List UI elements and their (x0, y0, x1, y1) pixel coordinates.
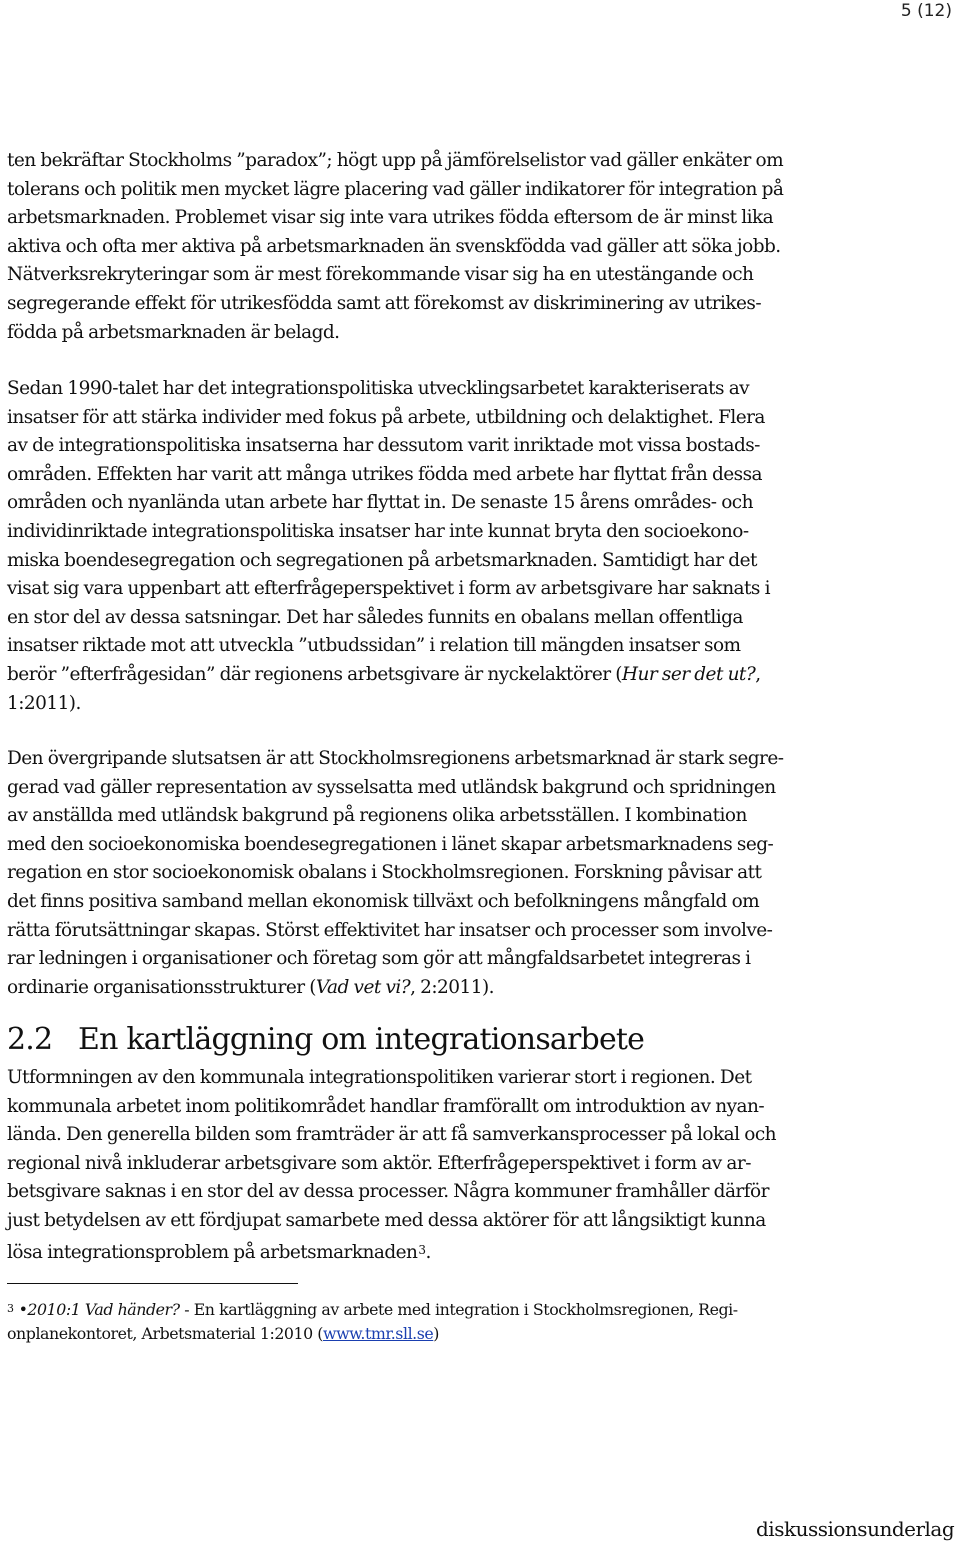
text-line: visat sig vara uppenbart att efterfrågeperspektivet i form av arbetsgivare har saknats i (7, 578, 770, 600)
section-title: En kartläggning om integrationsarbete (78, 1022, 645, 1057)
text-line-with-citation (7, 974, 867, 1003)
text-line: av de integrationspolitiska insatserna har dessutom varit inriktade mot vissa bostads- (7, 435, 760, 457)
text-line: med den socioekonomiska boendesegregationen i länet skapar arbetsmarknadens seg- (7, 833, 774, 855)
text-line: just betydelsen av ett fördjupat samarbete med dessa aktörer för att långsiktigt kunna (7, 1209, 766, 1231)
paragraph-2 (7, 375, 867, 718)
text-line: individinriktade integrationspolitiska insatser har inte kunnat bryta den socioekono- (7, 520, 749, 542)
citation-rest: , 2:2011). (410, 976, 494, 998)
text-line: 1:2011). (7, 692, 81, 714)
text-line: födda på arbetsmarknaden är belagd. (7, 321, 340, 343)
paragraph-1 (7, 147, 867, 347)
footnote-line (7, 1322, 867, 1346)
footnote-divider (7, 1283, 298, 1284)
text-line: en stor del av dessa satsningar. Det har således funnits en obalans mellan offentliga (7, 606, 743, 628)
text-line: det finns positiva samband mellan ekonomisk tillväxt och befolkningens mångfald om (7, 890, 760, 912)
text-line: Utformningen av den kommunala integrationspolitiken varierar stort i regionen. Det (7, 1067, 752, 1088)
footnote-text: - En kartläggning av arbete med integration i Stockholmsregionen, Regi- (179, 1300, 738, 1319)
footnote-link[interactable]: www.tmr.sll.se (323, 1324, 434, 1343)
citation-title: Hur ser det ut? (621, 663, 756, 685)
text-line: lända. Den generella bilden som framträder är att få samverkansprocesser på lokal och (7, 1124, 777, 1146)
text-line: segregerande effekt för utrikesfödda samt att förekomst av diskriminering av utrikes- (7, 292, 762, 314)
section-heading (7, 1020, 644, 1060)
footnote-title: •2010:1 Vad händer? (18, 1300, 180, 1319)
text-line: av anställda med utländsk bakgrund på regionens olika arbetsställen. I kombination (7, 805, 747, 827)
text-line-with-citation (7, 661, 867, 690)
footnote (7, 1297, 867, 1346)
text-line: regation en stor socioekonomisk obalans i Stockholmsregionen. Forskning påvisar att (7, 862, 762, 884)
text-segment: berör ”efterfrågesidan” där regionens arbetsgivare är nyckelaktörer ( (7, 663, 622, 685)
text-line: Nätverksrekryteringar som är mest förekommande visar sig ha en utestängande och (7, 264, 754, 286)
text-line: insatser för att stärka individer med fokus på arbete, utbildning och delaktighet. Flera (7, 406, 765, 428)
text-line: ten bekräftar Stockholms ”paradox”; högt upp på jämförelselistor vad gäller enkäter om (7, 150, 784, 171)
footnote-mark: 3 (7, 1302, 14, 1315)
text-segment: . (425, 1241, 431, 1263)
text-line: Den övergripande slutsatsen är att Stockholmsregionens arbetsmarknad är stark segre- (7, 748, 784, 769)
page-number: 5 (12) (900, 1, 952, 21)
text-segment: ordinarie organisationsstrukturer ( (7, 976, 316, 998)
text-line: rar ledningen i organisationer och företag som gör att mångfaldsarbetet integreras i (7, 948, 751, 970)
text-line: aktiva och ofta mer aktiva på arbetsmarknaden än svenskfödda vad gäller att söka jobb. (7, 235, 781, 257)
footer-label: diskussionsunderlag (756, 1517, 955, 1541)
text-segment: lösa integrationsproblem på arbetsmarknaden (7, 1241, 418, 1263)
text-line: betsgivare saknas i en stor del av dessa processer. Några kommuner framhåller därför (7, 1181, 769, 1203)
citation-title: Vad vet vi? (315, 976, 411, 998)
text-line-with-footnote-ref (7, 1236, 867, 1268)
footnote-line (7, 1297, 867, 1322)
text-line: Sedan 1990-talet har det integrationspolitiska utvecklingsarbetet karakteriserats av (7, 378, 750, 399)
text-line: rätta förutsättningar skapas. Störst effektivitet har insatser och processer som involve- (7, 919, 773, 941)
footnote-text: onplanekontoret, Arbetsmaterial 1:2010 ( (7, 1324, 324, 1343)
paragraph-4 (7, 1064, 867, 1267)
text-line: regional nivå inkluderar arbetsgivare som aktör. Efterfrågeperspektivet i form av ar- (7, 1152, 751, 1174)
text-line: miska boendesegregation och segregationen på arbetsmarknaden. Samtidigt har det (7, 549, 757, 571)
text-line: kommunala arbetet inom politikområdet handlar framförallt om introduktion av nyan- (7, 1095, 765, 1117)
citation-rest: , (755, 663, 761, 685)
footnote-text: ) (433, 1324, 440, 1343)
text-line: gerad vad gäller representation av sysselsatta med utländsk bakgrund och spridningen (7, 776, 776, 798)
text-line: arbetsmarknaden. Problemet visar sig inte vara utrikes födda eftersom de är minst lika (7, 207, 774, 229)
section-number: 2.2 (7, 1022, 53, 1057)
text-line: områden. Effekten har varit att många utrikes födda med arbete har flyttat från dessa (7, 463, 763, 485)
text-line: områden och nyanlända utan arbete har flyttat in. De senaste 15 årens områdes- och (7, 492, 753, 514)
footnote-reference[interactable]: 3 (418, 1242, 426, 1257)
text-line: tolerans och politik men mycket lägre placering vad gäller indikatorer för integration på (7, 178, 784, 200)
paragraph-3 (7, 745, 867, 1002)
text-line: insatser riktade mot att utveckla ”utbudssidan” i relation till mängden insatser som (7, 635, 741, 657)
